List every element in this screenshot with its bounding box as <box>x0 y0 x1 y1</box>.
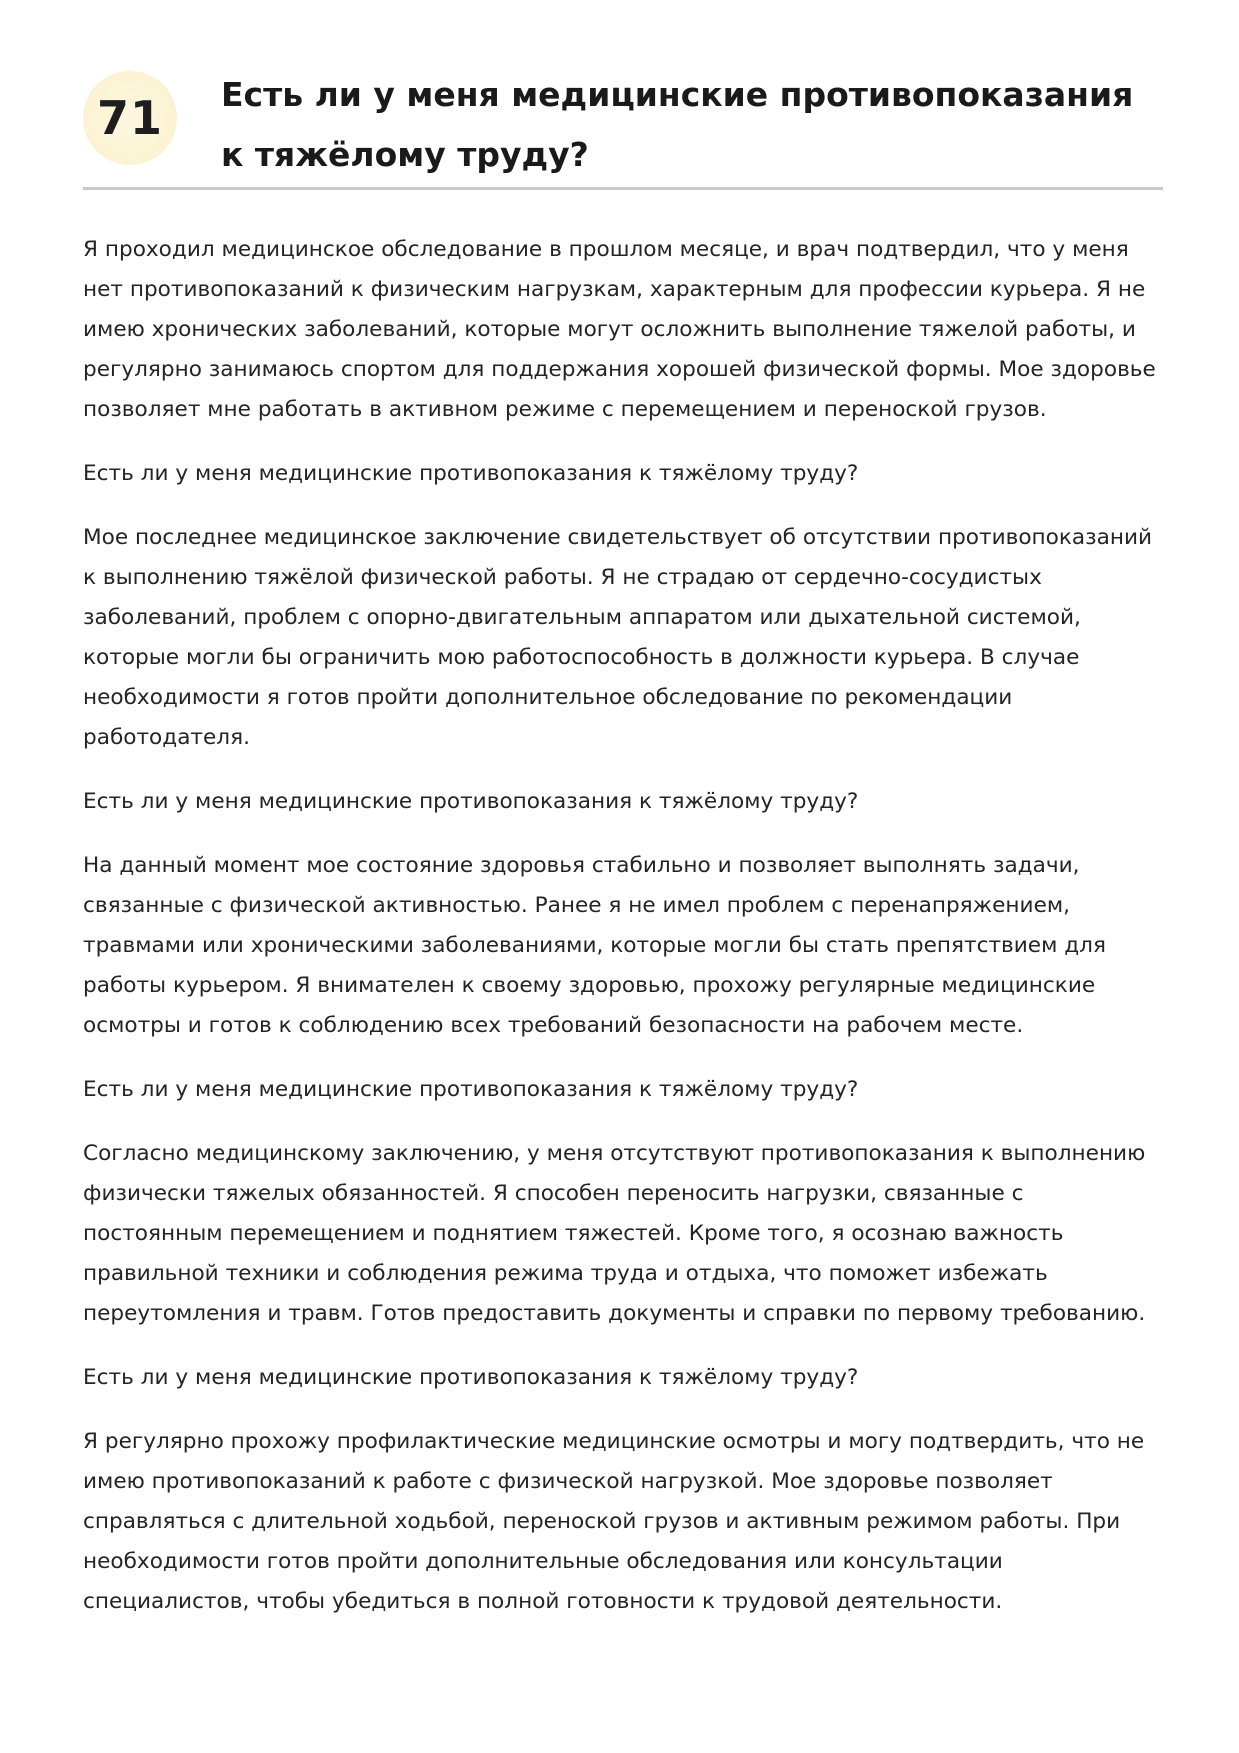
answer-paragraph: Я проходил медицинское обследование в прошлом месяце, и врач подтвердил, что у меня нет противопоказаний к физическим нагрузкам, характерным для профессии курьера. Я не имею хронических заболеваний, которые могут осложнить выполнение тяжелой работы, и регулярно занимаюсь спортом для поддержания хорошей физической формы. Мое здоровье позволяет мне работать в активном режиме с перемещением и переноской грузов. <box>83 237 1156 422</box>
page-header <box>83 55 1163 190</box>
question-repeat: Есть ли у меня медицинские противопоказания к тяжёлому труду? <box>83 789 859 814</box>
question-repeat: Есть ли у меня медицинские противопоказания к тяжёлому труду? <box>83 1077 859 1102</box>
answer-paragraph: Я регулярно прохожу профилактические медицинские осмотры и могу подтвердить, что не имею противопоказаний к работе с физической нагрузкой. Мое здоровье позволяет справляться с длительной ходьбой, переноской грузов и активным режимом работы. При необходимости готов пройти дополнительные обследования или консультации специалистов, чтобы убедиться в полной готовности к трудовой деятельности. <box>83 1429 1145 1614</box>
content-body <box>83 230 1163 1646</box>
answer-paragraph: Мое последнее медицинское заключение свидетельствует об отсутствии противопоказаний к выполнению тяжёлой физической работы. Я не страдаю от сердечно-сосудистых заболеваний, проблем с опорно-двигательным аппаратом или дыхательной системой, которые могли бы ограничить мою работоспособность в должности курьера. В случае необходимости я готов пройти дополнительное обследование по рекомендации работодателя. <box>83 525 1153 750</box>
page-title: Есть ли у меня медицинские противопоказания к тяжёлому труду? <box>221 75 1134 174</box>
answer-paragraph: На данный момент мое состояние здоровья стабильно и позволяет выполнять задачи, связанные с физической активностью. Ранее я не имел проблем с перенапряжением, травмами или хроническими заболеваниями, которые могли бы стать препятствием для работы курьером. Я внимателен к своему здоровью, прохожу регулярные медицинские осмотры и готов к соблюдению всех требований безопасности на рабочем месте. <box>83 853 1106 1038</box>
question-number-badge: 71 <box>83 71 177 165</box>
question-repeat: Есть ли у меня медицинские противопоказания к тяжёлому труду? <box>83 461 859 486</box>
answer-paragraph: Согласно медицинскому заключению, у меня отсутствуют противопоказания к выполнению физически тяжелых обязанностей. Я способен переносить нагрузки, связанные с постоянным перемещением и поднятием тяжестей. Кроме того, я осознаю важность правильной техники и соблюдения режима труда и отдыха, что поможет избежать переутомления и травм. Готов предоставить документы и справки по первому требованию. <box>83 1141 1146 1326</box>
question-repeat: Есть ли у меня медицинские противопоказания к тяжёлому труду? <box>83 1365 859 1390</box>
